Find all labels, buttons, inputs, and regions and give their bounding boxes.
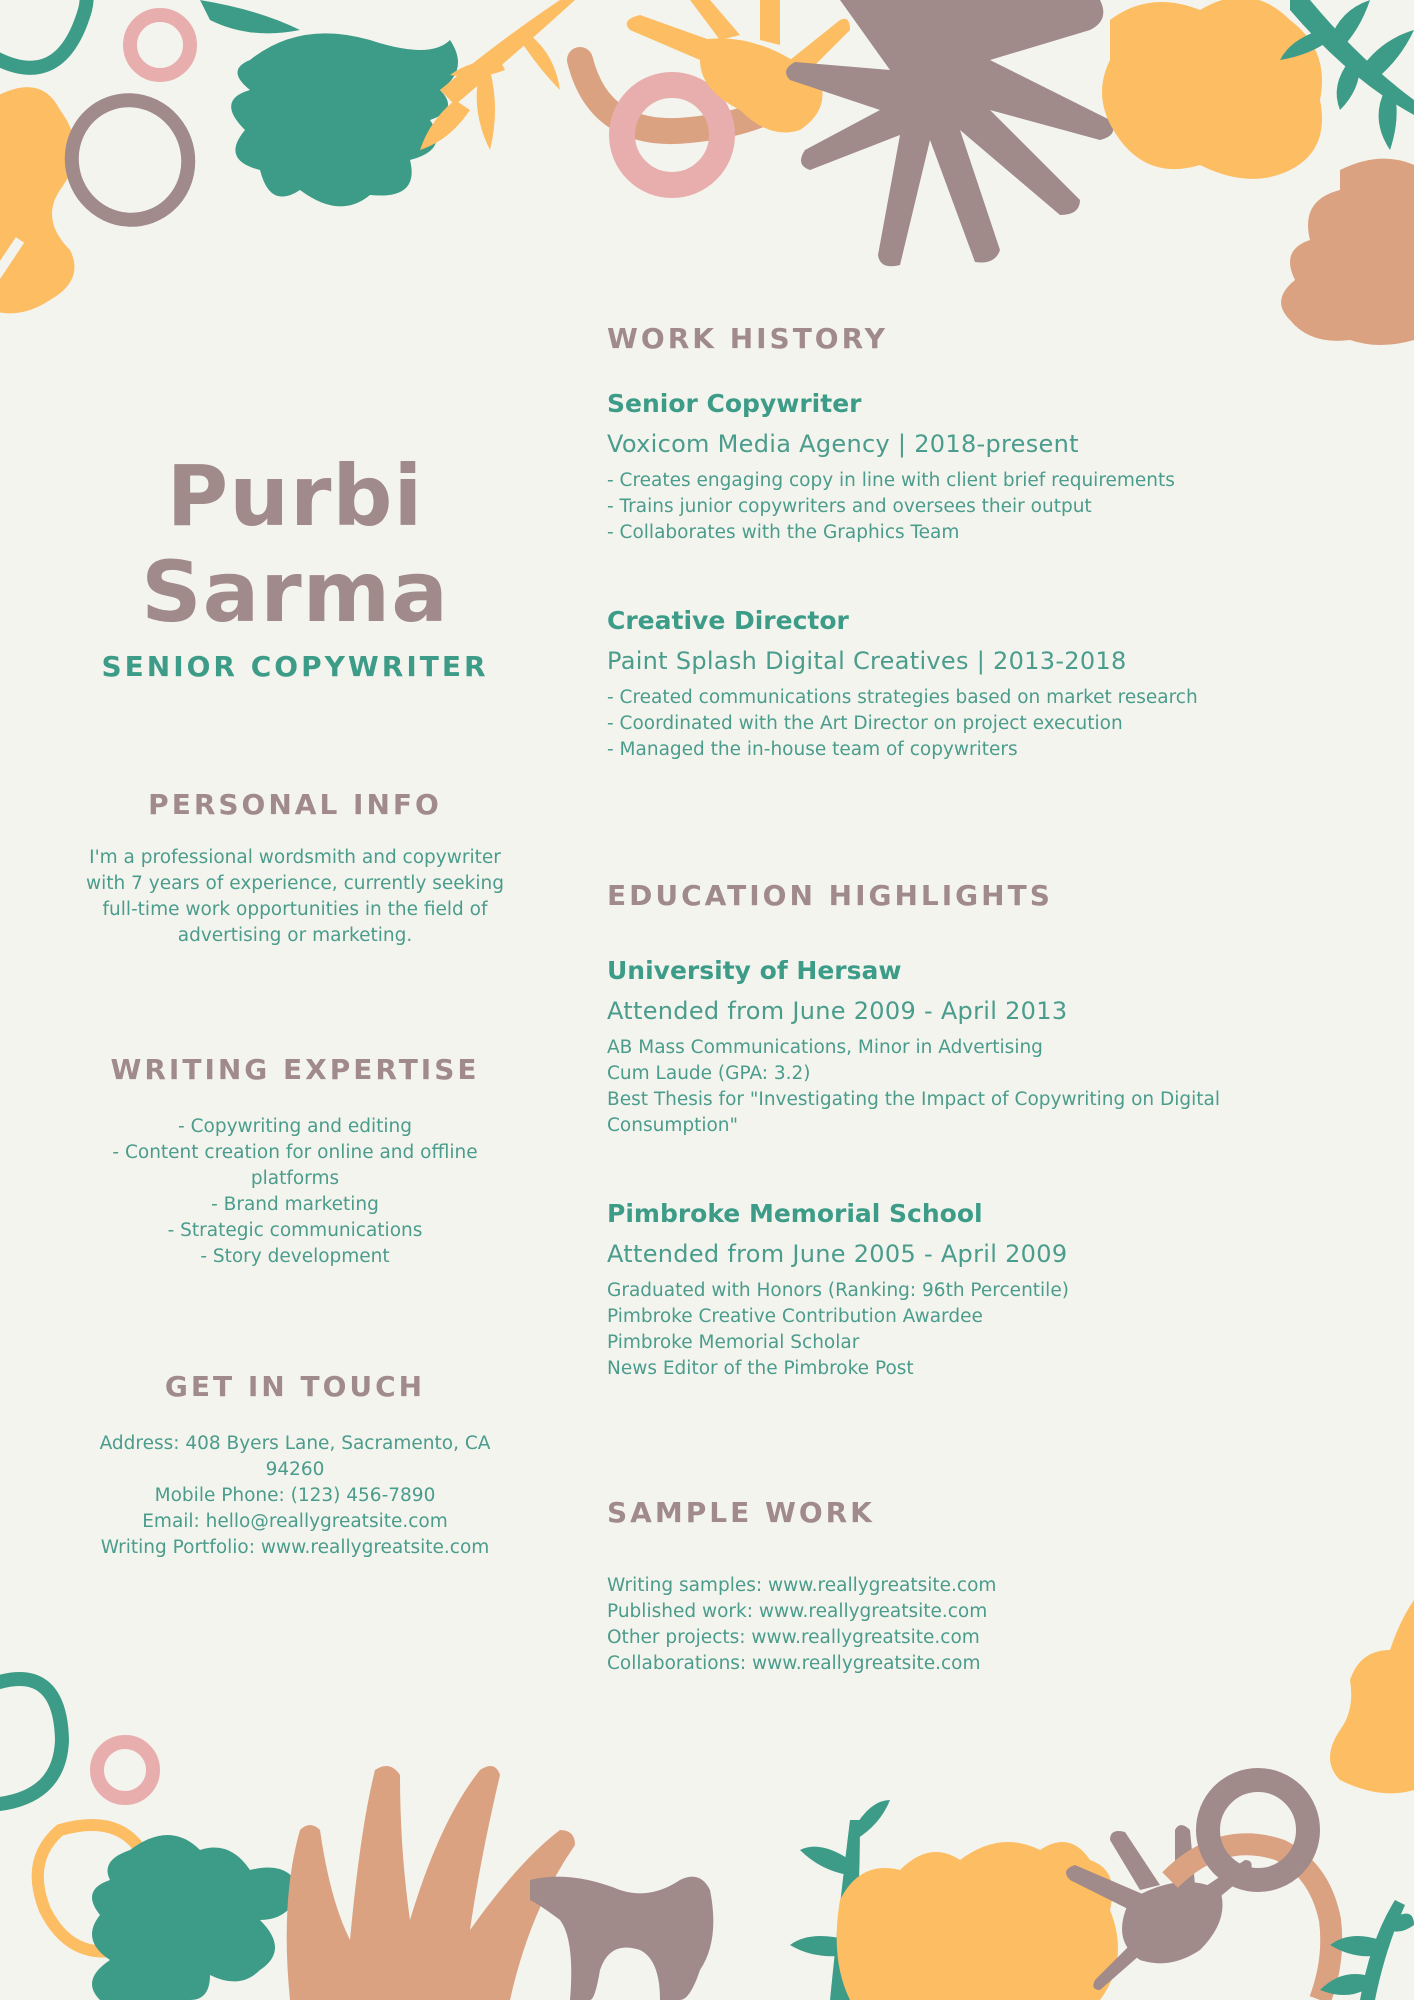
sample-work-heading: SAMPLE WORK xyxy=(607,1496,875,1529)
education-heading: EDUCATION HIGHLIGHTS xyxy=(607,879,1053,912)
writing-expertise-section xyxy=(60,1053,530,1270)
contact-address-zip: 94260 xyxy=(265,1459,325,1480)
personal-info-section xyxy=(60,788,530,949)
job-entry xyxy=(607,389,1247,546)
sample-work-list xyxy=(607,1573,1247,1677)
school-attended: Attended from June 2005 - April 2009 xyxy=(607,1240,1068,1268)
work-history-heading: WORK HISTORY xyxy=(607,322,888,355)
last-name: Sarma xyxy=(141,543,449,641)
job-duty: - Managed the in-house team of copywriters xyxy=(607,739,1018,760)
sample-work-link: Collaborations: www.reallygreatsite.com xyxy=(607,1653,981,1674)
personal-info-line: I'm a professional wordsmith and copywriter xyxy=(89,847,501,868)
contact-details xyxy=(60,1431,530,1561)
contact-email: Email: hello@reallygreatsite.com xyxy=(142,1511,448,1532)
expertise-item: - Brand marketing xyxy=(211,1194,379,1215)
sample-work-section xyxy=(607,1496,1247,1677)
expertise-item: - Copywriting and editing xyxy=(178,1116,412,1137)
personal-info-text xyxy=(60,845,530,949)
expertise-item: - Content creation for online and offline xyxy=(112,1142,478,1163)
expertise-item: - Strategic communications xyxy=(167,1220,423,1241)
school-detail: Graduated with Honors (Ranking: 96th Percentile) xyxy=(607,1280,1069,1301)
job-title: Creative Director xyxy=(607,606,849,635)
job-company: Paint Splash Digital Creatives | 2013-2018 xyxy=(607,647,1127,675)
job-title: Senior Copywriter xyxy=(607,389,862,418)
job-duty: - Coordinated with the Art Director on project execution xyxy=(607,713,1123,734)
school-entry xyxy=(607,956,1247,1139)
personal-info-line: full-time work opportunities in the field of xyxy=(102,899,488,920)
writing-expertise-heading: WRITING EXPERTISE xyxy=(110,1053,480,1086)
school-name: University of Hersaw xyxy=(607,956,902,985)
personal-info-heading: PERSONAL INFO xyxy=(148,788,442,821)
candidate-role: SENIOR COPYWRITER xyxy=(101,650,489,683)
school-details xyxy=(607,1035,1247,1139)
sample-work-link: Writing samples: www.reallygreatsite.com xyxy=(607,1575,997,1596)
expertise-item: platforms xyxy=(250,1168,340,1189)
job-company: Voxicom Media Agency | 2018-present xyxy=(607,430,1079,458)
sample-work-link: Other projects: www.reallygreatsite.com xyxy=(607,1627,980,1648)
contact-portfolio: Writing Portfolio: www.reallygreatsite.com xyxy=(100,1537,490,1558)
school-detail: Consumption" xyxy=(607,1115,739,1136)
contact-phone: Mobile Phone: (123) 456-7890 xyxy=(154,1485,436,1506)
contact-address: Address: 408 Byers Lane, Sacramento, CA xyxy=(99,1433,491,1454)
work-history-section xyxy=(607,322,1247,763)
school-detail: Pimbroke Creative Contribution Awardee xyxy=(607,1306,983,1327)
school-entry xyxy=(607,1199,1247,1382)
job-duties xyxy=(607,468,1247,546)
job-duties xyxy=(607,685,1247,763)
candidate-name xyxy=(60,448,530,640)
school-detail: Cum Laude (GPA: 3.2) xyxy=(607,1063,811,1084)
job-duty: - Collaborates with the Graphics Team xyxy=(607,522,960,543)
job-entry xyxy=(607,606,1247,763)
expertise-item: - Story development xyxy=(200,1246,390,1267)
job-duty: - Created communications strategies based on market research xyxy=(607,687,1198,708)
contact-heading: GET IN TOUCH xyxy=(164,1370,426,1403)
school-attended: Attended from June 2009 - April 2013 xyxy=(607,997,1068,1025)
school-detail: AB Mass Communications, Minor in Advertising xyxy=(607,1037,1043,1058)
first-name: Purbi xyxy=(166,447,424,545)
job-duty: - Trains junior copywriters and oversees their output xyxy=(607,496,1092,517)
personal-info-line: advertising or marketing. xyxy=(177,925,413,946)
job-duty: - Creates engaging copy in line with client brief requirements xyxy=(607,470,1175,491)
personal-info-line: with 7 years of experience, currently seeking xyxy=(85,873,504,894)
contact-section xyxy=(60,1370,530,1561)
school-details xyxy=(607,1278,1247,1382)
education-section xyxy=(607,879,1247,1382)
school-name: Pimbroke Memorial School xyxy=(607,1199,983,1228)
sample-work-link: Published work: www.reallygreatsite.com xyxy=(607,1601,988,1622)
school-detail: News Editor of the Pimbroke Post xyxy=(607,1358,914,1379)
school-detail: Pimbroke Memorial Scholar xyxy=(607,1332,860,1353)
writing-expertise-list xyxy=(60,1114,530,1270)
school-detail: Best Thesis for "Investigating the Impact of Copywriting on Digital xyxy=(607,1089,1221,1110)
